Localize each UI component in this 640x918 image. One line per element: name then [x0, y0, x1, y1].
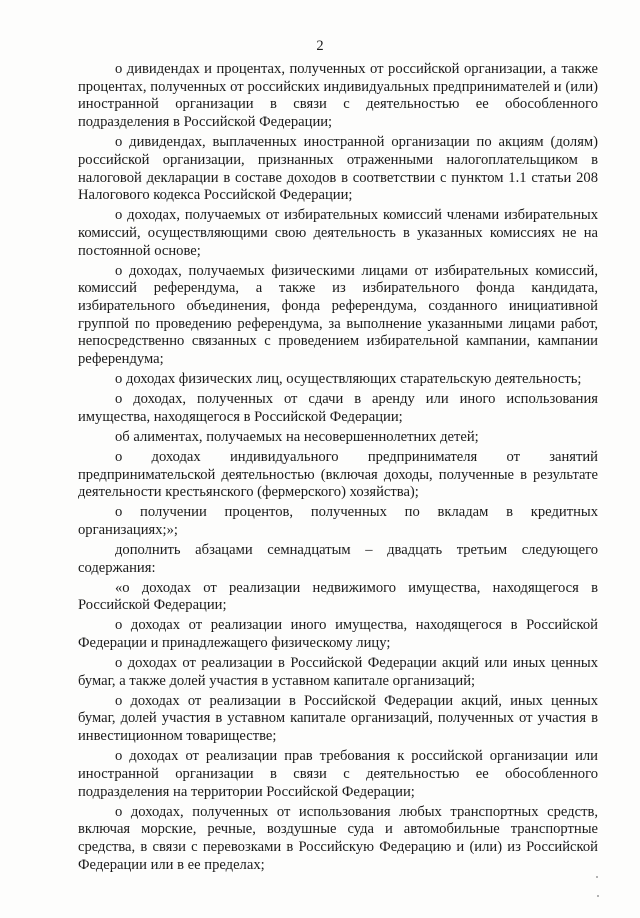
paragraph: о доходах от реализации прав требования к российской организации или иностранной организации в связи с деятельностью ее обособленного подразделения на территории Российской Федерации; — [78, 748, 598, 800]
paragraph: о доходах физических лиц, осуществляющих старательскую деятельность; — [115, 371, 582, 388]
paragraph: о доходах, получаемых от избирательных комиссий членами избирательных комиссий, осуществляющими свою деятельность в указанных комиссиях не на постоянной основе; — [78, 207, 598, 259]
paragraph: об алиментах, получаемых на несовершеннолетних детей; — [115, 428, 479, 445]
paragraph: «о доходах от реализации недвижимого имущества, находящегося в Российской Федерации; — [78, 579, 598, 614]
paragraph: дополнить абзацами семнадцатым – двадцать третьим следующего содержания: — [78, 541, 598, 576]
paragraph: о доходах, полученных от использования любых транспортных средств, включая морские, речные, воздушные суда и автомобильные транспортные средства, в связи с перевозками в Российскую Федерацию и (или) из Российской Федерации или в ее пределах; — [78, 803, 598, 873]
paragraph: о получении процентов, полученных по вкладам в кредитных организациях;»; — [78, 504, 598, 538]
paragraph: о доходах индивидуального предпринимателя от занятий предпринимательской деятельностью (включая доходы, полученные в результате деятельности крестьянского (фермерского) хозяйства); — [78, 448, 598, 501]
document-body — [78, 61, 598, 874]
paragraph: о доходах от реализации в Российской Федерации акций, иных ценных бумаг, долей участия в уставном капитале организаций, полученных от участия в инвестиционном товариществе; — [78, 692, 598, 745]
paragraph: о дивидендах, выплаченных иностранной организации по акциям (долям) российской организации, признанных отраженными налогоплательщиком в налоговой декларации в составе доходов в соответствии с пунктом 1.1 статьи 208 Налогового кодекса Российской Федерации; — [78, 134, 598, 204]
paragraph: о доходах, получаемых физическими лицами от избирательных комиссий, комиссий референдума, а также из избирательного фонда кандидата, избирательного объединения, фонда референдума, созданного инициативной группой по проведению референдума, за выполнение указанными лицами работ, непосредственно связанных с проведением избирательной кампании, кампании референдума; — [78, 262, 598, 368]
page-number: 2 — [316, 38, 324, 54]
paragraph: о доходах от реализации в Российской Федерации акций или иных ценных бумаг, а также долей участия в уставном капитале организаций; — [78, 655, 598, 689]
paragraph: о доходах, полученных от сдачи в аренду или иного использования имущества, находящегося в Российской Федерации; — [78, 391, 598, 425]
scan-speck — [597, 895, 599, 897]
scan-speck — [596, 876, 598, 878]
paragraph: о дивидендах и процентах, полученных от российской организации, а также процентах, полученных от российских индивидуальных предпринимателей и (или) иностранной организации в связи с деятельностью ее обособленного подразделения в Российской Федерации; — [78, 61, 598, 131]
paragraph: о доходах от реализации иного имущества, находящегося в Российской Федерации и принадлежащего физическому лицу; — [78, 617, 598, 652]
